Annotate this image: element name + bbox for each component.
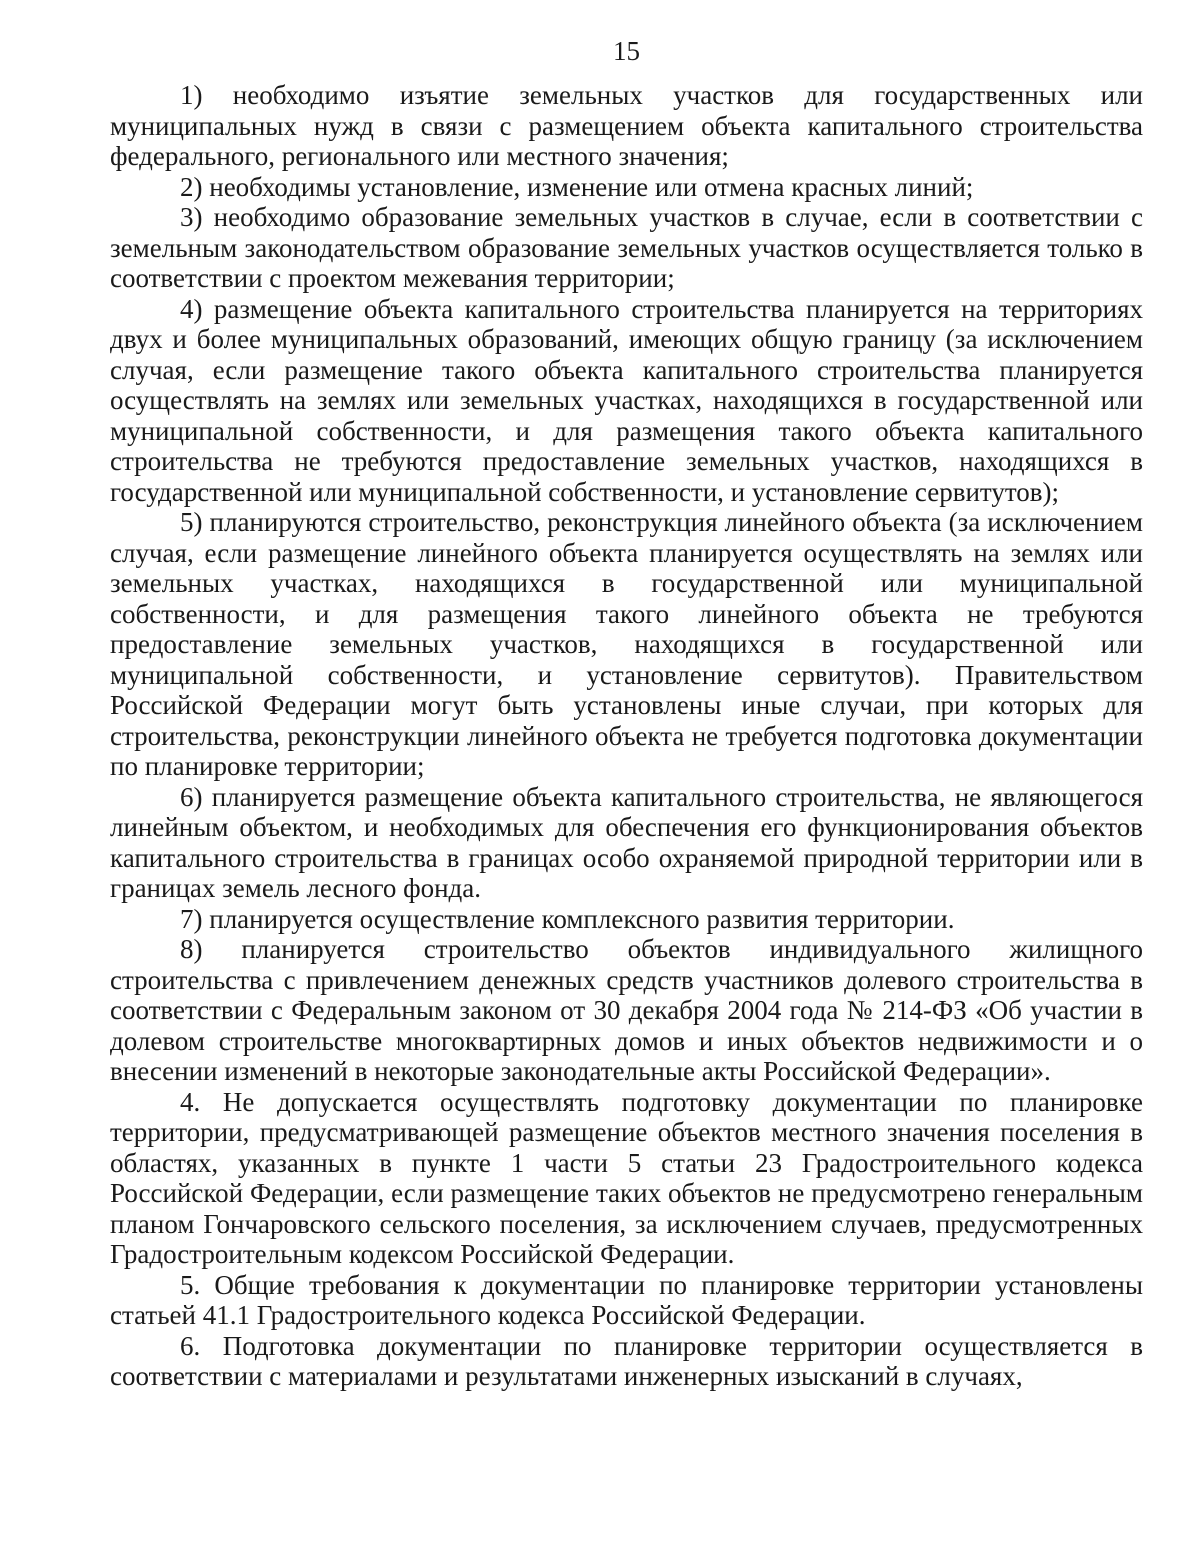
paragraph-item-7: 7) планируется осуществление комплексного развития территории. [180,903,955,934]
section-6-paragraph: 6. Подготовка документации по планировке территории осуществляется в соответствии с материалами и результатами инженерных изысканий в случаях, [110,1330,1143,1391]
paragraph-item-2: 2) необходимы установление, изменение или отмена красных линий; [180,171,974,202]
paragraph-item-4: 4) размещение объекта капитального строительства планируется на территориях двух и более муниципальных образований, имеющих общую границу (за исключением случая, если размещение такого объекта капитального строительства планируется осуществлять на землях или земельных участках, находящихся в государственной или муниципальной собственности, и для размещения такого объекта капитального строительства не требуются предоставление земельных участков, находящихся в государственной или муниципальной собственности, и установление сервитутов); [110,293,1143,507]
page-number: 15 [613,36,640,66]
paragraph-item-3: 3) необходимо образование земельных участков в случае, если в соответствии с земельным законодательством образование земельных участков осуществляется только в соответствии с проектом межевания территории; [110,202,1143,293]
paragraph-item-8: 8) планируется строительство объектов индивидуального жилищного строительства с привлечением денежных средств участников долевого строительства в соответствии с Федеральным законом от 30 декабря 2004 года № 214-ФЗ «Об участии в долевом строительстве многоквартирных домов и иных объектов недвижимости и о внесении изменений в некоторые законодательные акты Российской Федерации». [110,934,1143,1086]
document-page [110,36,1143,1392]
paragraph-item-1: 1) необходимо изъятие земельных участков для государственных или муниципальных нужд в связи с размещением объекта капитального строительства федерального, регионального или местного значения; [110,80,1143,171]
section-5-paragraph: 5. Общие требования к документации по планировке территории установлены статьей 41.1 Градостроительного кодекса Российской Федерации. [110,1269,1143,1330]
paragraph-item-6: 6) планируется размещение объекта капитального строительства, не являющегося линейным объектом, и необходимых для обеспечения его функционирования объектов капитального строительства в границах особо охраняемой природной территории или в границах земель лесного фонда. [110,781,1143,903]
paragraph-item-5: 5) планируются строительство, реконструкция линейного объекта (за исключением случая, если размещение линейного объекта планируется осуществлять на землях или земельных участках, находящихся в государственной или муниципальной собственности, и для размещения такого линейного объекта не требуются предоставление земельных участков, находящихся в государственной или муниципальной собственности, и установление сервитутов). Правительством Российской Федерации могут быть установлены иные случаи, при которых для строительства, реконструкции линейного объекта не требуется подготовка документации по планировке территории; [110,507,1143,781]
section-4-paragraph: 4. Не допускается осуществлять подготовку документации по планировке территории, предусматривающей размещение объектов местного значения поселения в областях, указанных в пункте 1 части 5 статьи 23 Градостроительного кодекса Российской Федерации, если размещение таких объектов не предусмотрено генеральным планом Гончаровского сельского поселения, за исключением случаев, предусмотренных Градостроительным кодексом Российской Федерации. [110,1086,1143,1269]
